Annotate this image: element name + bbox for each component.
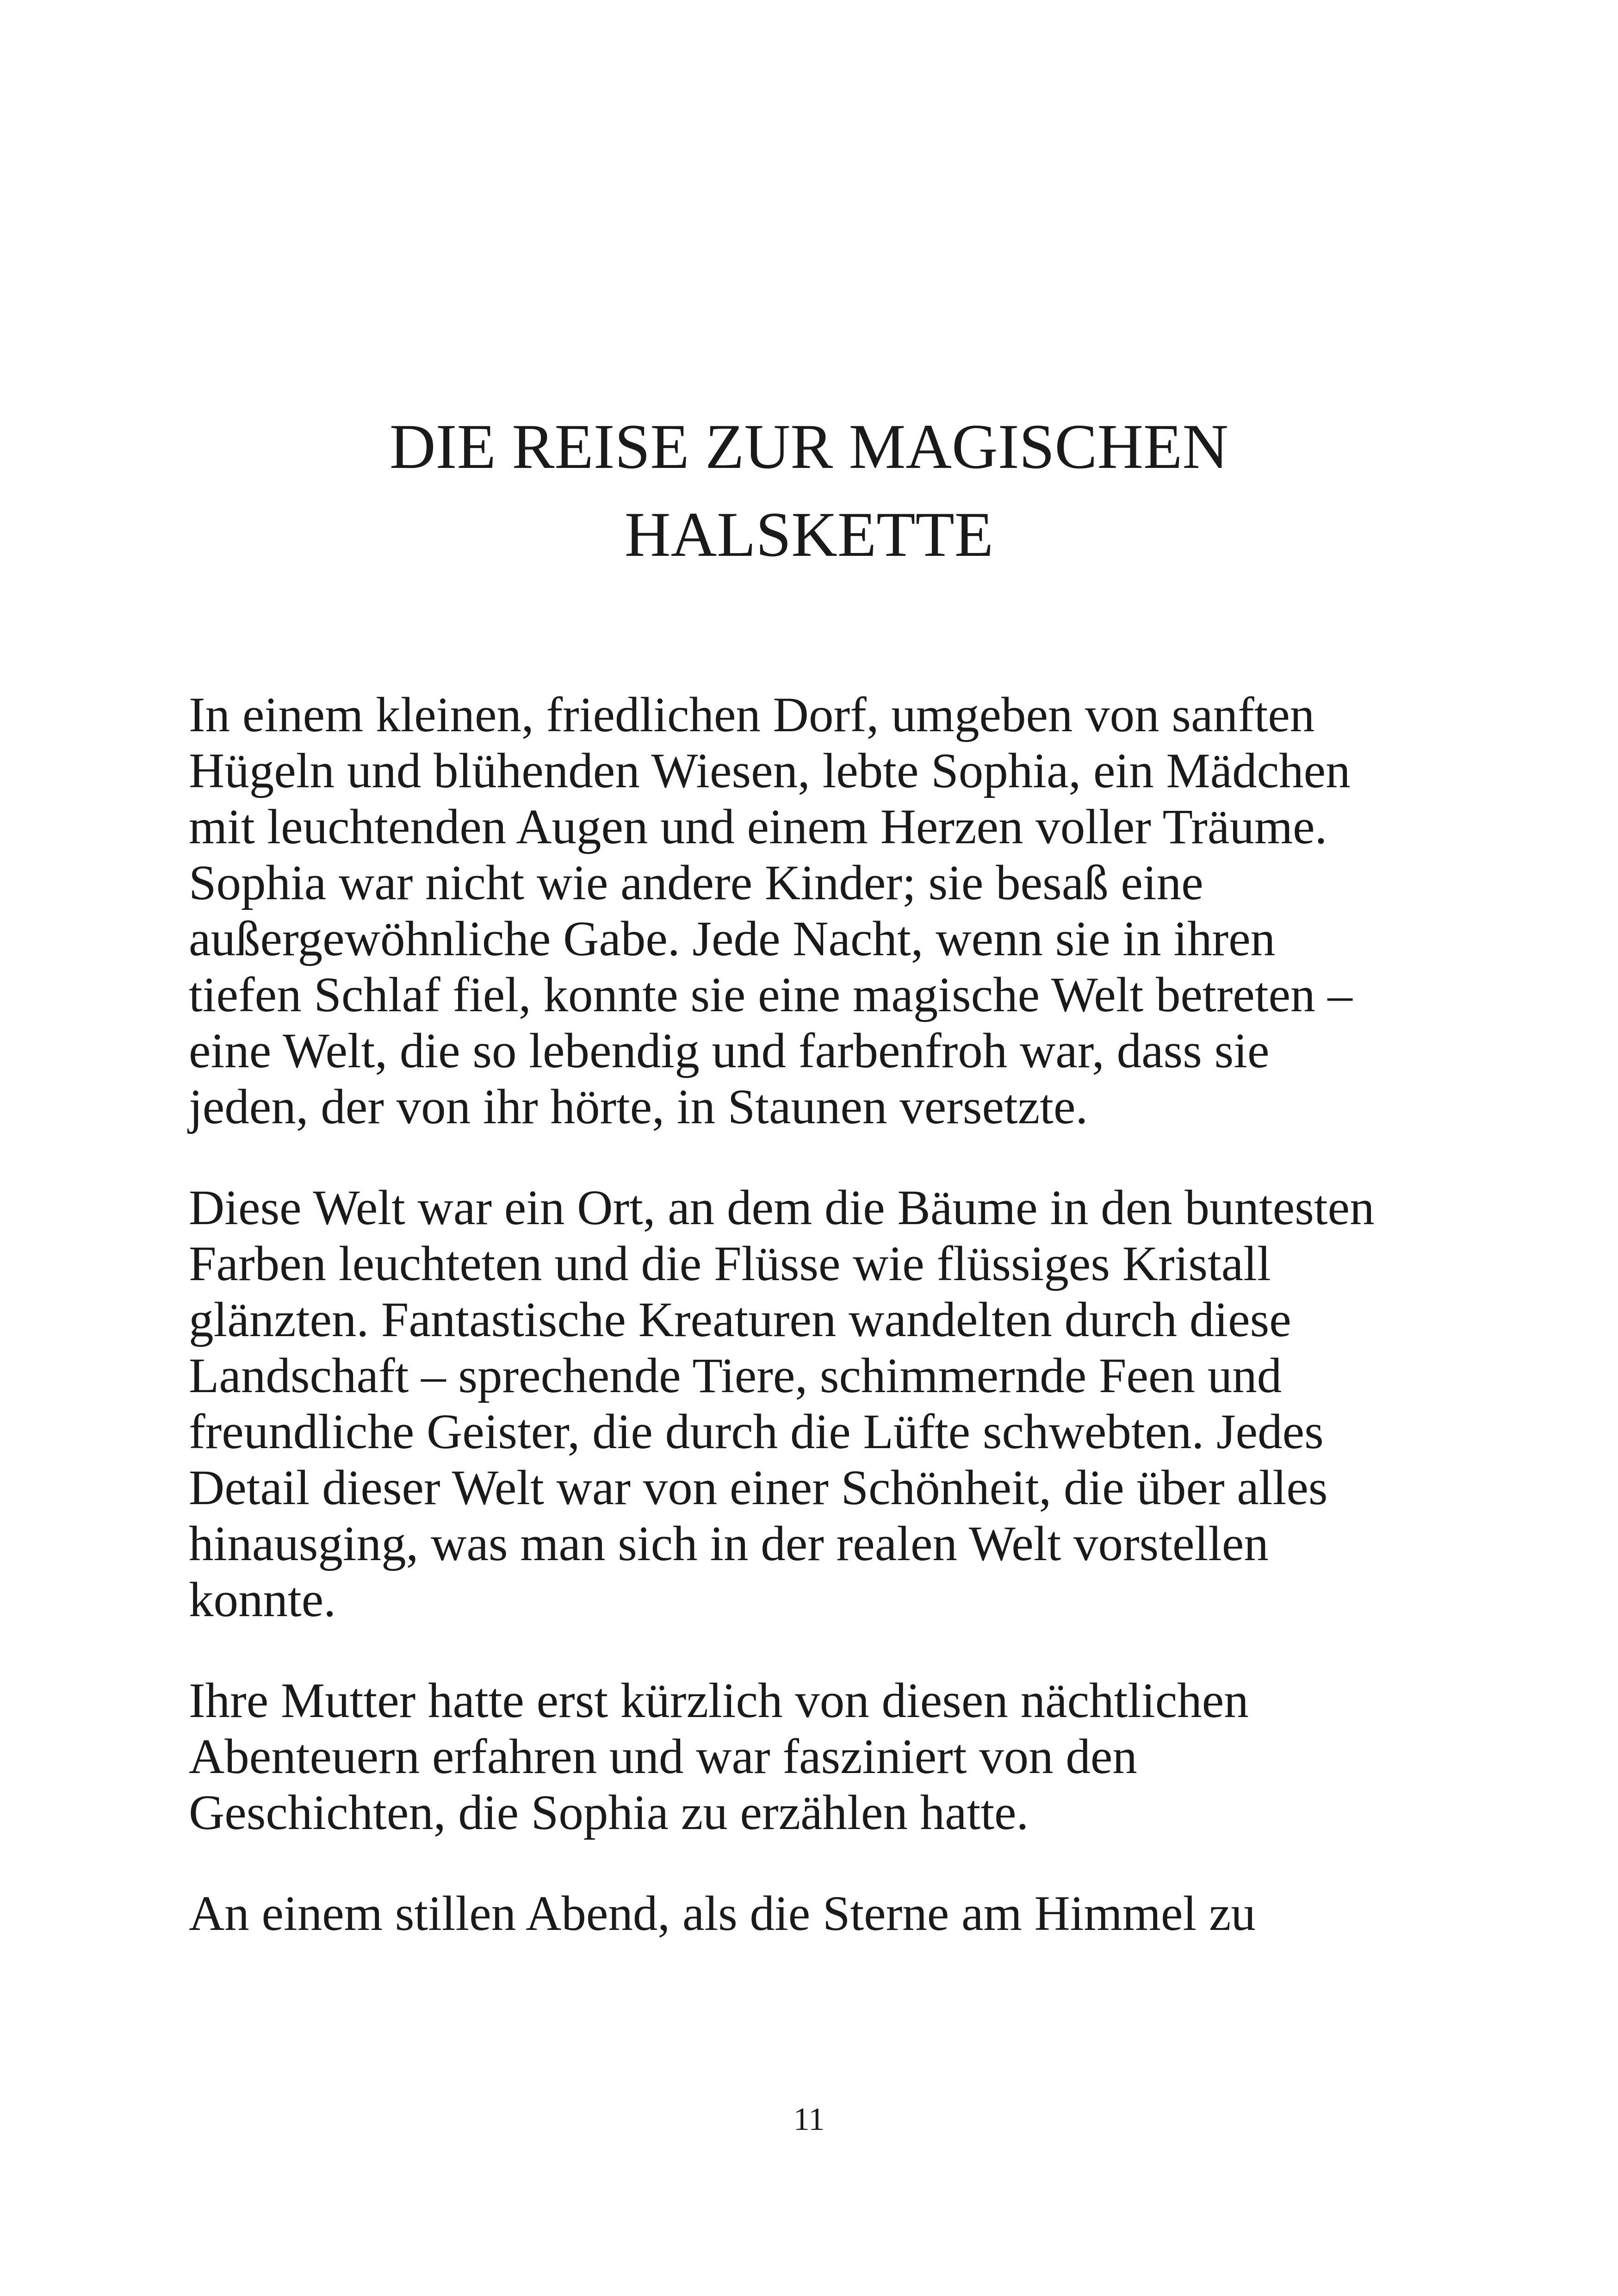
text-line: Sophia war nicht wie andere Kinder; sie besaß eine: [189, 856, 1203, 910]
paragraph: [189, 1886, 1475, 1942]
chapter-title-line: HALSKETTE: [624, 499, 994, 570]
text-line: Detail dieser Welt war von einer Schönheit, die über alles: [189, 1461, 1328, 1515]
text-line: mit leuchtenden Augen und einem Herzen voller Träume.: [189, 800, 1327, 854]
chapter-title-line: DIE REISE ZUR MAGISCHEN: [389, 411, 1229, 482]
text-line: Ihre Mutter hatte erst kürzlich von diesen nächtlichen: [189, 1674, 1249, 1728]
text-line: außergewöhnliche Gabe. Jede Nacht, wenn sie in ihren: [189, 912, 1276, 966]
text-line: Abenteuern erfahren und war fasziniert von den: [189, 1730, 1137, 1784]
text-line: In einem kleinen, friedlichen Dorf, umgeben von sanften: [189, 688, 1315, 742]
text-line: Landschaft – sprechende Tiere, schimmernde Feen und: [189, 1349, 1282, 1403]
paragraph: [189, 1180, 1475, 1628]
text-line: eine Welt, die so lebendig und farbenfroh war, dass sie: [189, 1024, 1270, 1078]
text-line: Diese Welt war ein Ort, an dem die Bäume in den buntesten: [189, 1181, 1375, 1235]
text-line: glänzten. Fantastische Kreaturen wandelten durch diese: [189, 1293, 1291, 1347]
body-text: [189, 687, 1475, 1987]
text-line: An einem stillen Abend, als die Sterne am Himmel zu: [189, 1886, 1256, 1941]
page-number: 11: [793, 2102, 825, 2137]
text-line: tiefen Schlaf fiel, konnte sie eine magische Welt betreten –: [189, 968, 1352, 1022]
text-line: freundliche Geister, die durch die Lüfte schwebten. Jedes: [189, 1405, 1324, 1459]
text-line: Farben leuchteten und die Flüsse wie flüssiges Kristall: [189, 1237, 1271, 1291]
text-line: jeden, der von ihr hörte, in Staunen versetzte.: [189, 1080, 1088, 1134]
text-line: hinausging, was man sich in der realen Welt vorstellen: [189, 1517, 1269, 1571]
paragraph: [189, 1673, 1475, 1841]
text-line: Hügeln und blühenden Wiesen, lebte Sophia, ein Mädchen: [189, 744, 1351, 798]
chapter-title: [0, 403, 1618, 579]
text-line: Geschichten, die Sophia zu erzählen hatte.: [189, 1786, 1029, 1840]
paragraph: [189, 687, 1475, 1135]
text-line: konnte.: [189, 1573, 336, 1627]
